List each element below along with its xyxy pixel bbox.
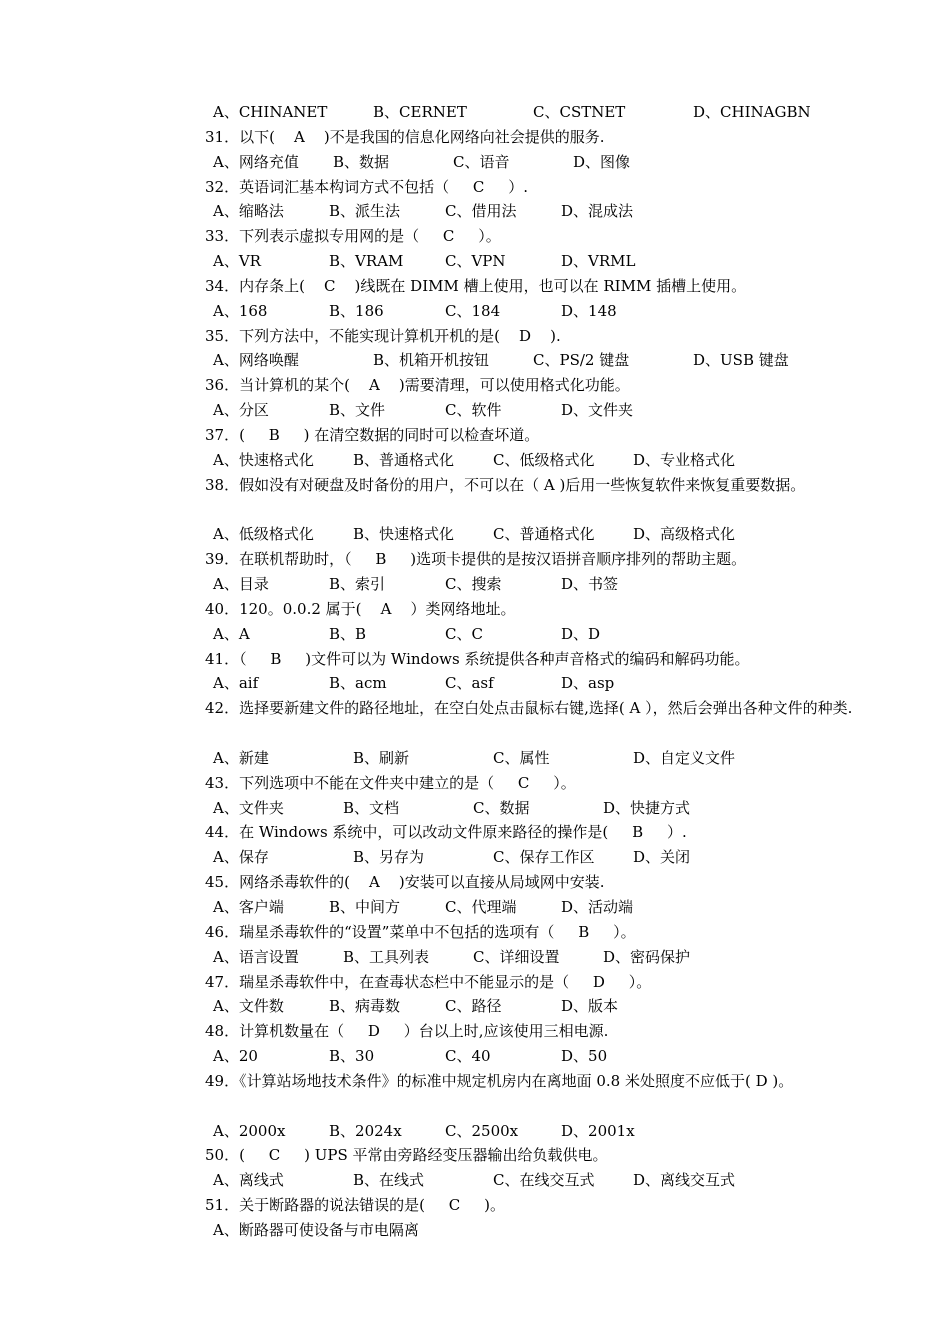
option-a: A、目录: [213, 575, 269, 594]
question-text: 35．下列方法中，不能实现计算机开机的是( D ).: [205, 326, 561, 345]
option-b: B、普通格式化: [353, 450, 455, 469]
question-list: [205, 100, 865, 1243]
option-b: B、CERNET: [373, 103, 467, 121]
option-b: B、索引: [329, 575, 386, 594]
option-b: B、在线式: [353, 1171, 425, 1190]
option-c: C、详细设置: [473, 947, 560, 966]
option-c: C、asf: [445, 674, 494, 693]
answer-options: [205, 796, 865, 821]
option-c: C、代理端: [445, 898, 517, 916]
option-b: B、文档: [343, 798, 400, 817]
option-d: D、书签: [561, 575, 619, 594]
option-b: B、病毒数: [329, 997, 401, 1016]
option-c: C、在线交互式: [493, 1171, 595, 1190]
question-text: 49．《计算站场地技术条件》的标准中规定机房内在离地面 0.8 米处照度不应低于( D )。: [205, 1071, 794, 1090]
option-a: A、语言设置: [213, 947, 299, 966]
question-text: 43．下列选项中不能在文件夹中建立的是（ C ）。: [205, 773, 576, 792]
answer-options: [205, 1119, 865, 1144]
question-text: 47．瑞星杀毒软件中，在查毒状态栏中不能显示的是（ D ）。: [205, 972, 652, 991]
option-a: A、20: [213, 1047, 258, 1066]
option-a: A、新建: [213, 748, 269, 767]
option-d: D、148: [561, 301, 617, 320]
option-a: A、保存: [213, 848, 269, 867]
answer-options: [205, 845, 865, 870]
question-text: 34．内存条上( C )线既在 DIMM 槽上使用，也可以在 RIMM 插槽上使用。: [205, 276, 747, 295]
answer-options: [205, 622, 865, 647]
option-d: D、CHINAGBN: [693, 103, 811, 121]
option-c: C、低级格式化: [493, 450, 595, 469]
option-a: A、客户端: [213, 898, 284, 916]
option-d: D、密码保护: [603, 947, 691, 966]
option-c: C、属性: [493, 748, 550, 767]
answer-options: [205, 522, 865, 547]
question-text: 33．下列表示虚拟专用网的是（ C ）。: [205, 227, 501, 246]
option-a: A、分区: [213, 401, 269, 420]
option-a: A、断路器可使设备与市电隔离: [213, 1220, 419, 1239]
answer-options: [205, 249, 865, 274]
option-d: D、活动端: [561, 898, 634, 916]
answer-options: [205, 1044, 865, 1069]
option-c: C、软件: [445, 401, 502, 420]
answer-options: [205, 1168, 865, 1193]
option-d: D、快捷方式: [603, 798, 691, 817]
option-c: C、VPN: [445, 252, 506, 271]
question-text: 51．关于断路器的说法错误的是( C )。: [205, 1196, 505, 1215]
question-text: 42．选择要新建文件的路径地址，在空白处点击鼠标右键,选择( A ），然后会弹出各种文件的种类.: [205, 699, 853, 718]
option-d: D、自定义文件: [633, 748, 736, 767]
option-c: C、保存工作区: [493, 848, 595, 867]
option-d: D、离线交互式: [633, 1171, 736, 1190]
option-d: D、VRML: [561, 252, 636, 271]
option-d: D、50: [561, 1047, 608, 1066]
option-c: C、184: [445, 301, 501, 320]
option-a: A、低级格式化: [213, 525, 314, 544]
option-a: A、快速格式化: [213, 450, 314, 469]
option-b: B、186: [329, 301, 384, 320]
answer-options: [205, 895, 865, 920]
answer-options: [205, 299, 865, 324]
option-a: A、网络充值: [213, 152, 299, 171]
question-text: 37．( B ) 在清空数据的同时可以检查坏道。: [205, 425, 540, 444]
option-b: B、刷新: [353, 748, 410, 767]
option-b: B、快速格式化: [353, 525, 455, 544]
option-b: B、中间方: [329, 898, 401, 916]
option-c: C、语音: [453, 152, 510, 171]
option-a: A、A: [213, 624, 250, 643]
option-c: C、路径: [445, 997, 502, 1016]
option-a: A、VR: [213, 252, 261, 271]
question-text: 38．假如没有对硬盘及时备份的用户，不可以在（ A )后用一些恢复软件来恢复重要数据。: [205, 475, 806, 494]
option-b: B、VRAM: [329, 252, 404, 271]
question-text: 48．计算机数量在（ D ）台以上时,应该使用三相电源.: [205, 1022, 609, 1041]
option-b: B、数据: [333, 152, 390, 171]
option-a: A、文件数: [213, 997, 284, 1016]
option-b: B、acm: [329, 674, 387, 693]
option-d: D、专业格式化: [633, 450, 736, 469]
option-c: C、普通格式化: [493, 525, 595, 544]
option-b: B、30: [329, 1047, 375, 1066]
option-b: B、工具列表: [343, 947, 430, 966]
option-d: D、关闭: [633, 848, 691, 867]
answer-options: [205, 100, 865, 125]
option-d: D、asp: [561, 674, 615, 693]
answer-options: [205, 398, 865, 423]
question-text: 39．在联机帮助时，（ B )选项卡提供的是按汉语拼音顺序排列的帮助主题。: [205, 550, 747, 569]
option-b: B、派生法: [329, 202, 401, 221]
option-a: A、网络唤醒: [213, 351, 299, 370]
option-a: A、2000x: [213, 1121, 286, 1140]
option-c: C、PS/2 键盘: [533, 351, 630, 370]
option-d: D、版本: [561, 997, 619, 1016]
option-a: A、文件夹: [213, 798, 284, 817]
question-text: 40．120。0.0.2 属于( A ）类网络地址。: [205, 599, 516, 618]
option-c: C、借用法: [445, 202, 517, 221]
answer-options: [205, 994, 865, 1019]
question-text: 44．在 Windows 系统中，可以改动文件原来路径的操作是( B ）.: [205, 823, 687, 842]
answer-options: [205, 448, 865, 473]
answer-options: [205, 671, 865, 696]
question-text: 36．当计算机的某个( A )需要清理，可以使用格式化功能。: [205, 376, 630, 395]
answer-options: [205, 150, 865, 175]
option-d: D、文件夹: [561, 401, 634, 420]
option-c: C、数据: [473, 798, 530, 817]
option-b: B、另存为: [353, 848, 425, 867]
option-b: B、2024x: [329, 1121, 402, 1140]
option-d: D、高级格式化: [633, 525, 736, 544]
option-a: A、168: [213, 301, 268, 320]
option-d: D、混成法: [561, 202, 634, 221]
option-a: A、缩略法: [213, 202, 284, 221]
question-text: 46．瑞星杀毒软件的“设置”菜单中不包括的选项有（ B ）。: [205, 922, 636, 941]
option-d: D、2001x: [561, 1121, 635, 1140]
option-d: D、USB 键盘: [693, 351, 789, 370]
question-text: 32．英语词汇基本构词方式不包括（ C ）.: [205, 177, 529, 196]
option-a: A、aif: [213, 674, 259, 693]
option-d: D、图像: [573, 152, 631, 171]
question-text: 45．网络杀毒软件的( A )安装可以直接从局域网中安装.: [205, 873, 605, 892]
option-c: C、搜索: [445, 575, 502, 594]
option-c: C、40: [445, 1047, 491, 1066]
question-text: 31．以下( A )不是我国的信息化网络向社会提供的服务.: [205, 127, 605, 146]
question-text: 41．（ B )文件可以为 Windows 系统提供各种声音格式的编码和解码功能。: [205, 649, 750, 668]
option-c: C、C: [445, 624, 483, 643]
answer-options: [205, 1218, 865, 1243]
option-b: B、文件: [329, 401, 386, 420]
option-a: A、离线式: [213, 1171, 284, 1190]
option-a: A、CHINANET: [213, 103, 328, 121]
answer-options: [205, 572, 865, 597]
answer-options: [205, 746, 865, 771]
option-b: B、B: [329, 624, 367, 643]
option-b: B、机箱开机按钮: [373, 351, 490, 370]
option-c: C、CSTNET: [533, 103, 626, 121]
option-c: C、2500x: [445, 1121, 519, 1140]
option-d: D、D: [561, 624, 601, 643]
answer-options: [205, 945, 865, 970]
answer-options: [205, 199, 865, 224]
question-text: 50．( C ) UPS 平常由旁路经变压器输出给负载供电。: [205, 1146, 608, 1165]
answer-options: [205, 348, 865, 373]
